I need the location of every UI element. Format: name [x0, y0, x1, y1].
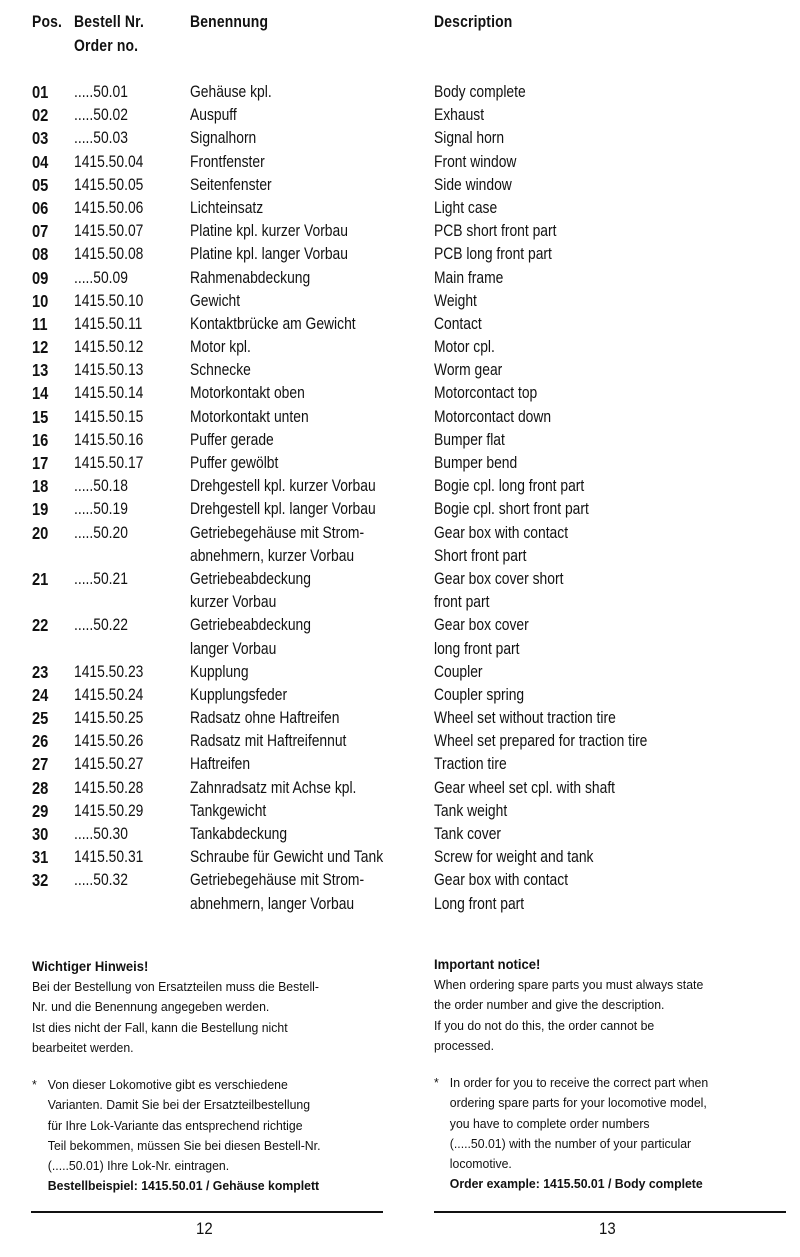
table-row [0, 846, 800, 869]
part-name-de-line: Drehgestell kpl. langer Vorbau [190, 500, 376, 519]
notice-de-line: Nr. und die Benennung angegeben werden. [32, 999, 270, 1014]
footnote-de-line: (.....50.01) Ihre Lok-Nr. eintragen. [47, 1158, 230, 1174]
part-description-en [434, 243, 552, 266]
part-name-de-line: Tankabdeckung [190, 825, 288, 844]
order-number: 1415.50.04 [74, 152, 144, 171]
part-name-de [190, 359, 251, 382]
footnote-en-line: locomotive. [449, 1156, 512, 1172]
part-description-en [434, 290, 477, 313]
part-description-en-line: Motorcontact down [434, 407, 552, 426]
part-name-de [190, 846, 383, 869]
part-name-de-line: Kontaktbrücke am Gewicht [190, 314, 356, 333]
table-row [0, 684, 800, 707]
notice-en-line: processed. [434, 1038, 494, 1053]
part-description-en-line: Exhaust [434, 106, 485, 125]
part-description-en-line: Side window [434, 175, 512, 194]
position-number: 32 [32, 870, 49, 891]
table-row [0, 313, 800, 336]
table-row [0, 336, 800, 359]
order-number: 1415.50.11 [74, 314, 143, 333]
part-name-de-line: Zahnradsatz mit Achse kpl. [190, 778, 357, 797]
part-name-de [190, 522, 364, 568]
part-name-de-line: Seitenfenster [190, 175, 272, 194]
table-row [0, 359, 800, 382]
position-number: 18 [32, 476, 49, 497]
part-description-en-line: Bumper flat [434, 430, 505, 449]
order-number: 1415.50.17 [74, 454, 144, 472]
part-description-en [434, 730, 647, 753]
asterisk-marker: * [32, 1077, 37, 1092]
position-number: 10 [32, 290, 49, 311]
order-number: .....50.09 [74, 268, 128, 287]
part-name-de [190, 707, 339, 730]
part-description-en [434, 406, 551, 429]
order-number: 1415.50.13 [74, 361, 144, 380]
part-description-en [434, 846, 593, 869]
position-number: 11 [32, 313, 48, 334]
table-row [0, 498, 800, 521]
position-number: 15 [32, 406, 49, 427]
part-description-en [434, 220, 556, 243]
table-row [0, 777, 800, 800]
footnote-en-line: ordering spare parts for your locomotive model, [449, 1095, 707, 1111]
part-description-en [434, 267, 503, 290]
position-number: 31 [32, 847, 49, 868]
part-description-en-line: Long front part [434, 894, 525, 913]
part-description-en-line: Short front part [434, 546, 527, 565]
part-description-en-line: Main frame [434, 268, 504, 287]
part-name-de-line: Kupplungsfeder [190, 685, 288, 704]
part-name-de-line: Getriebegehäuse mit Strom- [190, 523, 365, 542]
part-description-en [434, 104, 484, 127]
part-description-en [434, 429, 505, 452]
position-number: 01 [32, 82, 49, 102]
order-number: 1415.50.08 [74, 245, 144, 264]
part-name-de-line: Platine kpl. langer Vorbau [190, 245, 348, 264]
part-name-de-line: Frontfenster [190, 152, 265, 171]
table-row [0, 243, 800, 266]
part-name-de [190, 267, 310, 290]
table-row [0, 753, 800, 776]
part-name-de [190, 313, 356, 336]
part-description-en-line: Gear box cover short [434, 569, 564, 588]
order-example-de: Bestellbeispiel: 1415.50.01 / Gehäuse komplett [47, 1178, 320, 1194]
part-name-de-line: Drehgestell kpl. kurzer Vorbau [190, 477, 376, 496]
position-number: 25 [32, 708, 49, 729]
footnote-de-line: für Ihre Lok-Variante das entsprechend richtige [47, 1117, 303, 1133]
part-description-en [434, 614, 529, 660]
part-name-de [190, 869, 364, 915]
order-number: 1415.50.15 [74, 407, 144, 426]
part-description-en-line: PCB short front part [434, 222, 557, 241]
footnote-en-line: (.....50.01) with the number of your particular [449, 1135, 692, 1151]
part-description-en-line: front part [434, 593, 490, 612]
table-row [0, 174, 800, 197]
position-number: 06 [32, 197, 49, 218]
part-name-de [190, 243, 348, 266]
part-description-en [434, 800, 507, 823]
part-name-de [190, 290, 240, 313]
part-description-en-line: Gear box with contact [434, 523, 569, 542]
table-row [0, 382, 800, 405]
order-number: 1415.50.31 [74, 848, 144, 867]
part-name-de [190, 429, 274, 452]
part-name-de [190, 174, 272, 197]
position-number: 07 [32, 221, 49, 242]
part-description-en [434, 174, 512, 197]
position-number: 17 [32, 453, 49, 473]
header-name-de: Benennung [190, 12, 269, 31]
part-name-de-line: Schnecke [190, 361, 251, 380]
part-name-de [190, 568, 311, 614]
part-name-de-line: langer Vorbau [190, 639, 277, 658]
part-name-de-line: abnehmern, kurzer Vorbau [190, 546, 355, 565]
order-number: .....50.20 [74, 523, 128, 542]
position-number: 04 [32, 151, 49, 172]
table-row [0, 823, 800, 846]
notice-de-line: bearbeitet werden. [32, 1040, 134, 1055]
parts-list [0, 81, 800, 916]
part-name-de-line: Lichteinsatz [190, 198, 264, 217]
part-name-de-line: Radsatz ohne Haftreifen [190, 709, 340, 728]
notice-en-line: If you do not do this, the order cannot be [434, 1017, 655, 1033]
part-name-de-line: Signalhorn [190, 129, 257, 148]
footnote-de-line: Teil bekommen, müssen Sie bei diesen Bestell-Nr. [47, 1137, 321, 1153]
part-description-en-line: Coupler [434, 662, 483, 681]
part-name-de [190, 382, 305, 405]
part-name-de-line: Gehäuse kpl. [190, 83, 272, 101]
table-row [0, 220, 800, 243]
order-number: 1415.50.07 [74, 222, 144, 241]
part-description-en [434, 382, 537, 405]
position-number: 30 [32, 824, 49, 845]
position-number: 09 [32, 267, 49, 288]
footnote-de-line: Varianten. Damit Sie bei der Ersatzteilbestellung [47, 1097, 311, 1113]
table-row [0, 104, 800, 127]
notice-en-title: Important notice! [434, 956, 541, 972]
footnote-en [434, 1073, 708, 1195]
part-name-de-line: Puffer gewölbt [190, 454, 279, 472]
part-name-de-line: Auspuff [190, 106, 237, 125]
table-row [0, 800, 800, 823]
order-number: 1415.50.26 [74, 732, 144, 751]
part-description-en-line: Motor cpl. [434, 338, 495, 357]
order-number: .....50.32 [74, 871, 128, 890]
order-number: 1415.50.14 [74, 384, 144, 403]
order-number: 1415.50.24 [74, 685, 144, 704]
part-description-en [434, 127, 504, 150]
table-row [0, 452, 800, 475]
order-number: 1415.50.06 [74, 198, 144, 217]
position-number: 13 [32, 360, 49, 381]
order-number: .....50.01 [74, 83, 128, 101]
part-name-de [190, 127, 256, 150]
part-name-de [190, 197, 263, 220]
part-name-de [190, 336, 251, 359]
part-name-de [190, 661, 249, 684]
position-number: 22 [32, 615, 49, 636]
table-row [0, 127, 800, 150]
table-row [0, 730, 800, 753]
part-description-en [434, 359, 502, 382]
part-description-en [434, 81, 526, 104]
part-name-de-line: Motor kpl. [190, 338, 251, 357]
part-name-de [190, 753, 250, 776]
footnote-en-line: you have to complete order numbers [449, 1115, 650, 1131]
part-description-en [434, 823, 501, 846]
part-name-de-line: kurzer Vorbau [190, 593, 277, 612]
part-description-en-line: Front window [434, 152, 517, 171]
order-number: .....50.30 [74, 825, 128, 844]
table-row [0, 568, 800, 614]
part-name-de-line: abnehmern, langer Vorbau [190, 894, 355, 913]
part-description-en-line: Wheel set prepared for traction tire [434, 732, 648, 751]
position-number: 05 [32, 174, 49, 195]
divider-left [31, 1211, 383, 1213]
position-number: 24 [32, 684, 49, 705]
part-description-en [434, 661, 483, 684]
part-name-de [190, 777, 356, 800]
part-name-de-line: Rahmenabdeckung [190, 268, 311, 287]
part-description-en [434, 151, 516, 174]
header-order-number-de: Bestell Nr. [74, 12, 144, 31]
part-name-de-line: Kupplung [190, 662, 249, 681]
part-name-de [190, 800, 266, 823]
order-number: .....50.19 [74, 500, 128, 519]
part-description-en-line: Gear wheel set cpl. with shaft [434, 778, 616, 797]
part-name-de [190, 452, 278, 475]
part-description-en-line: Worm gear [434, 361, 503, 380]
part-description-en-line: Gear box cover [434, 616, 529, 635]
part-description-en-line: Body complete [434, 83, 526, 101]
part-name-de [190, 823, 287, 846]
position-number: 02 [32, 105, 49, 126]
part-description-en-line: Tank cover [434, 825, 502, 844]
position-number: 08 [32, 244, 49, 265]
part-description-en [434, 313, 482, 336]
part-description-en [434, 522, 568, 568]
notice-en-line: the order number and give the description. [434, 997, 665, 1012]
order-number: .....50.21 [74, 569, 128, 588]
position-number: 12 [32, 337, 49, 358]
part-name-de-line: Tankgewicht [190, 801, 267, 820]
part-description-en [434, 684, 524, 707]
table-row [0, 406, 800, 429]
part-name-de [190, 498, 376, 521]
position-number: 03 [32, 128, 49, 149]
part-name-de-line: Radsatz mit Haftreifennut [190, 732, 347, 751]
notice-de [32, 956, 319, 1059]
order-number: .....50.02 [74, 106, 128, 125]
part-description-en [434, 498, 589, 521]
position-number: 26 [32, 731, 49, 752]
part-name-de-line: Haftreifen [190, 755, 251, 774]
table-row [0, 290, 800, 313]
order-number: 1415.50.12 [74, 338, 144, 357]
part-description-en-line: Bumper bend [434, 454, 518, 472]
order-number: .....50.03 [74, 129, 128, 148]
part-description-en [434, 568, 563, 614]
table-row [0, 475, 800, 498]
part-description-en [434, 753, 507, 776]
footnote-de [32, 1075, 320, 1197]
part-description-en [434, 707, 616, 730]
part-name-de [190, 81, 272, 104]
part-name-de-line: Platine kpl. kurzer Vorbau [190, 222, 348, 241]
part-name-de [190, 406, 309, 429]
table-row [0, 197, 800, 220]
notice-de-line: Bei der Bestellung von Ersatzteilen muss die Bestell- [32, 978, 319, 994]
page-number-left: 12 [196, 1219, 213, 1238]
order-number: 1415.50.16 [74, 430, 144, 449]
part-description-en-line: Contact [434, 314, 482, 333]
part-name-de [190, 475, 376, 498]
part-name-de [190, 684, 287, 707]
part-description-en-line: Tank weight [434, 801, 508, 820]
order-number: 1415.50.05 [74, 175, 144, 194]
part-name-de-line: Motorkontakt oben [190, 384, 305, 403]
order-number: .....50.22 [74, 616, 128, 635]
header-order-number [74, 10, 144, 58]
order-number: 1415.50.27 [74, 755, 144, 774]
table-row [0, 869, 800, 915]
position-number: 21 [32, 568, 49, 589]
part-name-de [190, 151, 265, 174]
part-description-en [434, 197, 497, 220]
part-description-en-line: Weight [434, 291, 477, 310]
position-number: 27 [32, 754, 49, 775]
part-description-en-line: Bogie cpl. short front part [434, 500, 589, 519]
part-name-de-line: Schraube für Gewicht und Tank [190, 848, 384, 867]
table-row [0, 707, 800, 730]
table-row [0, 151, 800, 174]
table-row [0, 614, 800, 660]
part-description-en-line: Traction tire [434, 755, 507, 774]
asterisk-marker: * [434, 1075, 439, 1090]
position-number: 19 [32, 499, 49, 520]
part-description-en-line: long front part [434, 639, 520, 658]
order-number: 1415.50.29 [74, 801, 144, 820]
part-description-en-line: Motorcontact top [434, 384, 538, 403]
part-description-en-line: Signal horn [434, 129, 505, 148]
table-row [0, 81, 800, 104]
part-name-de-line: Getriebeabdeckung [190, 569, 311, 588]
part-description-en-line: Screw for weight and tank [434, 848, 594, 867]
part-description-en [434, 475, 584, 498]
part-name-de-line: Getriebeabdeckung [190, 616, 311, 635]
notice-de-title: Wichtiger Hinweis! [32, 958, 149, 974]
footnote-de-line: Von dieser Lokomotive gibt es verschiedene [47, 1077, 288, 1092]
part-name-de [190, 730, 346, 753]
part-description-en [434, 869, 568, 915]
part-name-de [190, 220, 348, 243]
part-name-de [190, 614, 311, 660]
table-row [0, 522, 800, 568]
position-number: 28 [32, 777, 49, 798]
header-description: Description [434, 12, 513, 31]
part-name-de-line: Getriebegehäuse mit Strom- [190, 871, 365, 890]
notice-de-line: Ist dies nicht der Fall, kann die Bestellung nicht [32, 1019, 288, 1035]
part-description-en-line: Gear box with contact [434, 871, 569, 890]
part-name-de [190, 104, 237, 127]
part-description-en [434, 452, 517, 475]
table-row [0, 267, 800, 290]
order-number: 1415.50.10 [74, 291, 144, 310]
page-number-right: 13 [599, 1219, 616, 1238]
footnote-en-line: In order for you to receive the correct part when [449, 1075, 709, 1090]
part-description-en [434, 777, 615, 800]
divider-right [434, 1211, 786, 1213]
part-description-en [434, 336, 495, 359]
order-number: 1415.50.23 [74, 662, 144, 681]
part-name-de-line: Puffer gerade [190, 430, 274, 449]
order-number: 1415.50.28 [74, 778, 144, 797]
table-row [0, 661, 800, 684]
position-number: 23 [32, 661, 49, 682]
position-number: 14 [32, 383, 49, 404]
table-row [0, 429, 800, 452]
part-description-en-line: Bogie cpl. long front part [434, 477, 585, 496]
order-number: .....50.18 [74, 477, 128, 496]
position-number: 20 [32, 522, 49, 543]
part-name-de-line: Gewicht [190, 291, 241, 310]
header-pos: Pos. [32, 12, 63, 31]
order-number: 1415.50.25 [74, 709, 144, 728]
notice-en [434, 954, 703, 1057]
position-number: 29 [32, 800, 49, 821]
part-description-en-line: Coupler spring [434, 685, 525, 704]
position-number: 16 [32, 429, 49, 450]
order-example-en: Order example: 1415.50.01 / Body complete [449, 1176, 703, 1192]
header-order-number-en: Order no. [74, 36, 139, 55]
part-description-en-line: Wheel set without traction tire [434, 709, 616, 728]
part-name-de-line: Motorkontakt unten [190, 407, 309, 426]
notice-en-line: When ordering spare parts you must always state [434, 976, 704, 992]
part-description-en-line: Light case [434, 198, 498, 217]
part-description-en-line: PCB long front part [434, 245, 552, 264]
